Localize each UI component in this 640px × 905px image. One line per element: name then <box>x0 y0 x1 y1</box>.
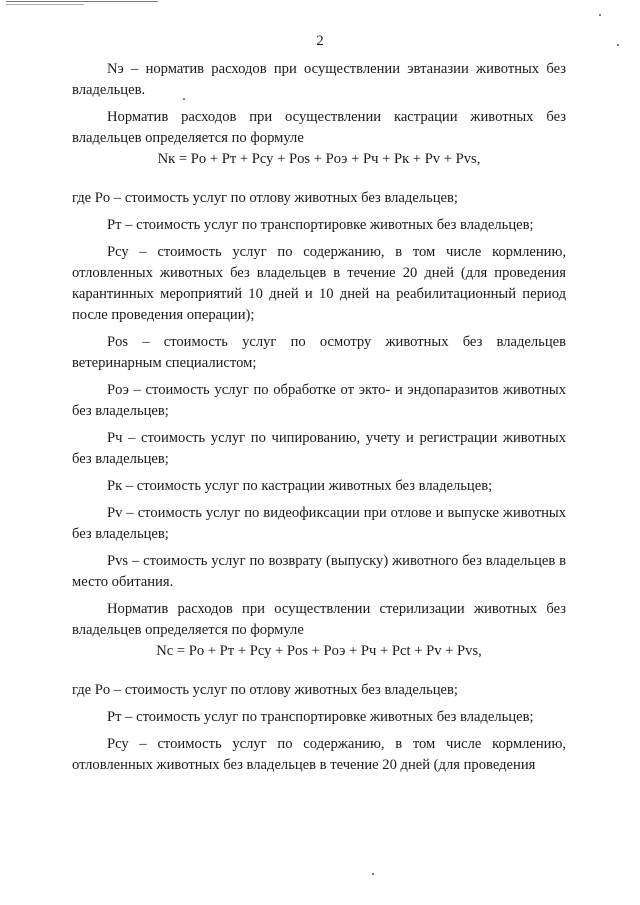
sterilization-formula: Nс = Pо + Pт + Pсу + Pos + Pоэ + Pч + Pct + Pv + Pvs, <box>156 643 482 659</box>
castration-formula: Nк = Pо + Pт + Pсу + Pos + Pоэ + Pч + Pк + Pv + Pvs, <box>157 151 481 167</box>
paragraph-sterilization-intro: Норматив расходов при осуществлении стерилизации животных без владельцев определяется по формуле <box>72 601 566 638</box>
page-number: 2 <box>316 33 324 49</box>
scan-speck <box>372 873 374 875</box>
sterilization-term-psu: Pсу – стоимость услуг по содержанию, в том числе кормлению, отловленных животных без владельцев в течение 20 дней (для проведения <box>72 736 566 773</box>
castration-term-pt: Pт – стоимость услуг по транспортировке животных без владельцев; <box>107 217 534 233</box>
scan-edge-line <box>6 1 158 2</box>
castration-term-pvs: Pvs – стоимость услуг по возврату (выпуску) животного без владельцев в место обитания. <box>72 553 566 590</box>
castration-term-po: где Pо – стоимость услуг по отлову животных без владельцев; <box>72 190 458 206</box>
sterilization-term-po: где Pо – стоимость услуг по отлову животных без владельцев; <box>72 682 458 698</box>
castration-term-psu: Pсу – стоимость услуг по содержанию, в том числе кормлению, отловленных животных без владельцев в течение 20 дней (для проведения карантинных мероприятий 10 дней и 10 дней на реабилитационный период после проведения операции); <box>72 244 566 323</box>
paragraph-ne-definition: Nэ – норматив расходов при осуществлении эвтаназии животных без владельцев. <box>72 61 566 98</box>
castration-term-pk: Pк – стоимость услуг по кастрации животных без владельцев; <box>107 478 493 494</box>
body-text <box>72 59 566 776</box>
castration-term-pos: Pos – стоимость услуг по осмотру животных без владельцев ветеринарным специалистом; <box>72 334 566 371</box>
castration-term-pch: Pч – стоимость услуг по чипированию, учету и регистрации животных без владельцев; <box>72 430 566 467</box>
scan-speck <box>599 14 601 16</box>
castration-term-pv: Pv – стоимость услуг по видеофиксации при отлове и выпуске животных без владельцев; <box>72 505 566 542</box>
castration-term-poe: Pоэ – стоимость услуг по обработке от экто- и эндопаразитов животных без владельцев; <box>72 382 566 419</box>
sterilization-term-pt: Pт – стоимость услуг по транспортировке животных без владельцев; <box>107 709 534 725</box>
paragraph-castration-intro: Норматив расходов при осуществлении кастрации животных без владельцев определяется по формуле <box>72 109 566 146</box>
scan-edge-line-short <box>6 4 84 5</box>
